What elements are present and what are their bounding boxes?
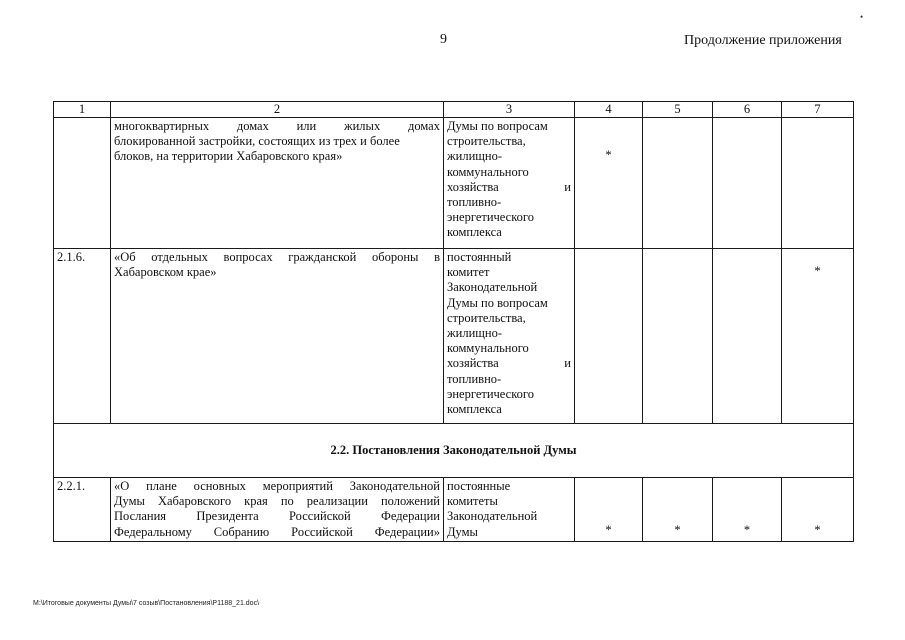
column-header: 5 [643, 102, 713, 118]
org-line: комитет [447, 265, 490, 280]
row-title [111, 118, 444, 249]
schedule-mark [713, 249, 782, 424]
page-number: 9 [440, 32, 447, 47]
schedule-mark [713, 118, 782, 249]
org-line: Думы по вопросам [447, 119, 548, 133]
org-line: энергетического [447, 210, 534, 225]
word: многоквартирных [114, 119, 210, 133]
responsible-org [444, 478, 575, 542]
responsible-org [444, 118, 575, 249]
scan-speck: • [860, 12, 864, 22]
schedule-mark [643, 249, 713, 424]
word: домах [407, 119, 440, 133]
org-line: Законодательной [447, 509, 538, 524]
row-title [111, 249, 444, 424]
org-line [447, 180, 571, 195]
row-number [54, 118, 111, 249]
section-row [54, 424, 854, 478]
word: Федерации [380, 509, 440, 524]
word: Послания [114, 509, 167, 524]
text-line [114, 509, 440, 524]
column-header: 1 [54, 102, 111, 118]
org-line: строительства, [447, 134, 526, 149]
org-line: жилищно- [447, 149, 502, 164]
word: и [564, 179, 571, 194]
schedule-mark: * [643, 478, 713, 542]
org-line: Законодательной [447, 280, 538, 295]
text-line: «О плане основных мероприятий Законодательной [114, 479, 440, 493]
table-row [54, 249, 854, 424]
schedule-mark: * [575, 118, 643, 249]
schedule-mark: * [782, 249, 854, 424]
responsible-org [444, 249, 575, 424]
org-line: постоянные [447, 479, 511, 493]
org-line: Думы по вопросам [447, 295, 548, 310]
word: жилых [343, 119, 381, 133]
table-row [54, 118, 854, 249]
word: хозяйства [447, 356, 499, 371]
org-line: топливно- [447, 371, 502, 386]
org-line: комитеты [447, 494, 498, 509]
schedule-mark [575, 249, 643, 424]
word: Президента [196, 509, 259, 524]
schedule-mark [782, 118, 854, 249]
text-line: «Об отдельных вопросах гражданской обороны в [114, 250, 440, 264]
column-header: 4 [575, 102, 643, 118]
org-line: постоянный [447, 250, 512, 264]
table-header-row [54, 102, 854, 118]
column-header: 2 [111, 102, 444, 118]
word: хозяйства [447, 179, 499, 194]
text-line: Думы Хабаровского края по реализации положений [114, 494, 440, 509]
text-line: блокированной застройки, состоящих из трех и более [114, 134, 400, 149]
org-line: жилищно- [447, 326, 502, 341]
org-line: коммунального [447, 341, 529, 356]
text-line: Федеральному Собранию Российской Федерации» [114, 524, 440, 539]
column-header: 3 [444, 102, 575, 118]
org-line: энергетического [447, 386, 534, 401]
word: и [564, 356, 571, 371]
org-line [447, 356, 571, 371]
schedule-mark: * [713, 478, 782, 542]
table-row [54, 478, 854, 542]
section-title: 2.2. Постановления Законодательной Думы [54, 424, 854, 478]
row-number: 2.1.6. [54, 249, 111, 424]
word: Российской [289, 509, 351, 524]
schedule-mark: * [575, 478, 643, 542]
column-header: 7 [782, 102, 854, 118]
text-line [114, 119, 440, 134]
file-path-footer: М:\Итоговые документы Думы\7 созыв\Постановления\P1188_21.doc\ [33, 600, 260, 607]
org-line: коммунального [447, 164, 529, 179]
org-line: комплекса [447, 402, 502, 417]
org-line: комплекса [447, 225, 502, 240]
org-line: топливно- [447, 195, 502, 210]
row-title [111, 478, 444, 542]
text-line: блоков, на территории Хабаровского края» [114, 149, 343, 164]
schedule-mark: * [782, 478, 854, 542]
word: или [296, 119, 317, 133]
org-line: Думы [447, 524, 478, 539]
plan-table [53, 101, 854, 542]
org-line: строительства, [447, 310, 526, 325]
running-title: Продолжение приложения [684, 33, 842, 48]
row-number: 2.2.1. [54, 478, 111, 542]
schedule-mark [643, 118, 713, 249]
word: домах [236, 119, 269, 133]
column-header: 6 [713, 102, 782, 118]
text-line: Хабаровском крае» [114, 265, 217, 280]
